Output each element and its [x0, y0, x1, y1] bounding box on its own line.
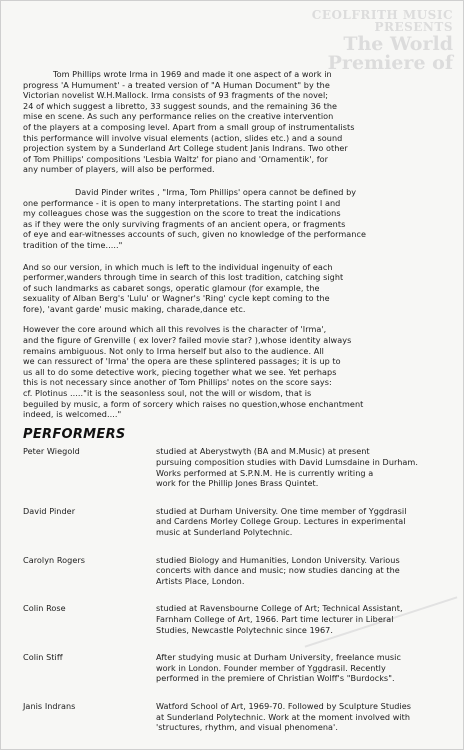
performer-name: Colin Rose: [23, 603, 66, 614]
ghost-header-line-1: CEOLFRITH MUSIC PRESENTS: [311, 8, 453, 34]
performer-row: [23, 506, 451, 538]
pinder-quote-paragraph: David Pinder writes , "Irma, Tom Phillips' opera cannot be defined by one performance - it is open to many interpretations. The starting point I and my colleagues chose was the suggestion on the score to treat the indications as if they were the only surviving fragments of an ancient opera, or fragments of eye and ear-witnesses accounts of such, given no knowledge of the performance tradition of the time.....": [23, 186, 367, 250]
programme-notes: [23, 69, 451, 750]
performer-bio: studied Biology and Humanities, London University. Various concerts with dance and music; now studies dancing at the Artists Place, London.: [156, 554, 400, 586]
performer-bio: studied at Ravensbourne College of Art; Technical Assistant, Farnham College of Art, 1966. Part time lecturer in Liberal Studies, Newcastle Polytechnic since 1967.: [156, 603, 403, 635]
performer-name: Janis Indrans: [23, 700, 76, 711]
irma-core-paragraph: However the core around which all this revolves is the character of 'Irma', and the figure of Grenville ( ex lover? failed movie star? ),whose identity always remains ambiguous. Not only to Irma herself but also to the audience. All we can ressurect of 'Irma' the opera are these splintered passages; it is up to us all to do some detective work, piecing together what we see. Yet perhaps this is not necessary since another of Tom Phillips' notes on the score says: cf. Plotinus ....."it is the seasonless soul, not the will or wisdom, that is beguiled by music, a form of sorcery which raises no question,whose enchantment indeed, is welcomed....": [23, 324, 364, 420]
performer-bio: studied at Aberystwyth (BA and M.Music) at present pursuing composition studies with David Lumsdaine in Durham. Works performed at S.P.N.M. He is currently writing a work for the Phillip Jones Brass Quintet.: [156, 446, 418, 489]
performer-bio: Watford School of Art, 1969-70. Followed by Sculpture Studies at Sunderland Polytechnic. Work at the moment involved with 'structures, rhythm, and visual phenomena'.: [156, 700, 412, 733]
performer-name: David Pinder: [23, 505, 76, 516]
show-through-header: [263, 9, 453, 73]
performer-row: [23, 603, 451, 635]
performer-row: [23, 446, 451, 488]
intro-paragraph: Tom Phillips wrote Irma in 1969 and made it one aspect of a work in progress 'A Humument' - a treated version of "A Human Document" by the Victorian novelist W.H.Mallock. Irma consists of 93 fragments of the novel; 24 of which suggest a libretto, 33 suggest sounds, and the remaining 36 the mise en scene. As such any performance relies on the creative intervention of the players at a composing level. Apart from a small group of instrumentalists this performance will involve visual elements (action, slides etc.) and a sound projection system by a Sunderland Art College student Janis Indrans. Two other of Tom Phillips' compositions 'Lesbia Waltz' for piano and 'Ornamentik', for any number of players, will also be performed.: [23, 69, 355, 175]
performer-bio: studied at Durham University. One time member of Yggdrasil and Cardens Morley College Group. Lectures in experimental music at Sunderland Polytechnic.: [156, 505, 407, 537]
version-paragraph: And so our version, in which much is left to the individual ingenuity of each performer,wanders through time in search of this lost tradition, catching sight of such landmarks as cabaret songs, operatic glamour (for example, the sexuality of Alban Berg's 'Lulu' or Wagner's 'Ring' cycle kept coming to the fore), 'avant garde' music making, charade,dance etc.: [23, 261, 344, 314]
performer-name: Colin Stiff: [23, 652, 63, 663]
performers-list: [23, 446, 451, 732]
performer-name: Peter Wiegold: [23, 446, 80, 457]
performer-name: Carolyn Rogers: [23, 554, 86, 565]
performers-heading: PERFORMERS: [23, 426, 126, 442]
performer-row: [23, 652, 451, 684]
performer-row: [23, 701, 451, 733]
performer-bio: After studying music at Durham University, freelance music work in London. Founder member of Yggdrasil. Recently performed in the premiere of Christian Wolff's "Burdocks".: [156, 652, 401, 684]
ghost-header-line-2: The World Premiere of: [327, 33, 453, 74]
performer-row: [23, 555, 451, 587]
